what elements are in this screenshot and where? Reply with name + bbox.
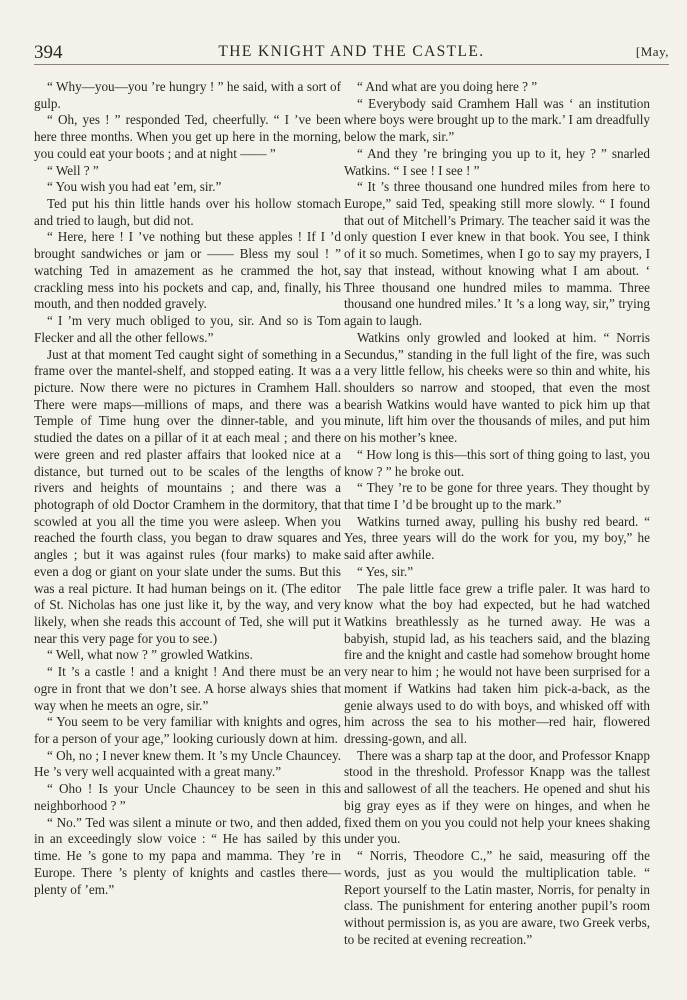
paragraph: “ Yes, sir.” [357, 563, 414, 579]
paragraph: “ They ’re to be gone for three years. They thought by that time I ’d be brought up to the mark.” [344, 480, 650, 512]
paragraph: The pale little face grew a trifle paler. It was hard to know what the boy had expected, but he had watched Watkins breathlessly as he turned away. He was a babyish, stupid lad, as his teachers said, and the blazing fire and the knight and castle had somehow brought home very near to him ; he would not have been surprised for a moment if Watkins had taken him pick-a-back, as the genie always used to do with boys, and whisked off with him across the sea to his mother—red hair, flowered dressing-gown, and all. [344, 580, 650, 747]
paragraph: “ It ’s a castle ! and a knight ! And there must be an ogre in front that we don’t see. A horse always shies that way when he meets an ogre, sir.” [34, 664, 341, 713]
page-header [34, 42, 669, 65]
paragraph: “ No.” Ted was silent a minute or two, and then added, in an exceedingly slow voice : “ He has sailed by this time. He ’s gone to my papa and mamma. They ’re in Europe. There ’s plenty of knights and castles there—plenty of ’em.” [34, 814, 341, 897]
paragraph: “ Oh, no ; I never knew them. It ’s my Uncle Chauncey. He ’s very well acquainted with a great many.” [34, 747, 341, 780]
paragraph: Watkins only growled and looked at him. “ Norris Secundus,” standing in the full light of the fire, was such a very little fellow, his cheeks were so thin and white, his shoulders so narrow and stooped, that even the most bearish Watkins would have wanted to pick him up that minute, lift him over the thousands of miles, and put him on his mother’s knee. [344, 329, 650, 446]
paragraph: “ Well, what now ? ” growled Watkins. [47, 647, 253, 663]
paragraph: “ Here, here ! I ’ve nothing but these apples ! If I ’d brought sandwiches or jam or —— Bless my soul ! ” watching Ted in amazement as he crammed the hot, crackling mess into his pockets and cap, and, finally, his mouth, and then nodded gravely. [34, 229, 341, 312]
paragraph: “ Well ? ” [47, 162, 99, 178]
paragraph: “ You wish you had eat ’em, sir.” [47, 179, 222, 195]
paragraph: “ You seem to be very familiar with knights and ogres, for a person of your age,” looking curiously down at him. [34, 714, 341, 747]
paragraph: “ How long is this—this sort of thing going to last, you know ? ” he broke out. [344, 446, 650, 479]
left-column [34, 79, 341, 898]
paragraph: “ It ’s three thousand one hundred miles from here to Europe,” said Ted, speaking still more slowly. “ I found that out of Mitchell’s Primary. The teacher said it was the only question I ever knew in that book. You see, I think of it so much. Sometimes, when I go to say my prayers, I say that instead, without knowing what I am about. ‘ Three thousand one hundred miles to mamma. Three thousand one hundred miles.’ It ’s a long way, sir,” trying again to laugh. [344, 179, 650, 329]
paragraph: “ And what are you doing here ? ” [357, 79, 538, 94]
paragraph: Watkins turned away, pulling his bushy red beard. “ Yes, three years will do the work for you, my boy,” he said after awhile. [344, 513, 650, 563]
paragraph: “ I ’m very much obliged to you, sir. And so is Tom Flecker and all the other fellows.” [34, 313, 341, 345]
right-column [344, 79, 650, 948]
running-title: THE KNIGHT AND THE CASTLE. [218, 43, 485, 60]
paragraph: Ted put his thin little hands over his hollow stomach and tried to laugh, but did not. [34, 196, 341, 228]
page-number: 394 [34, 42, 63, 63]
paragraph: “ Why—you—you ’re hungry ! ” he said, with a sort of gulp. [34, 79, 341, 111]
paragraph: “ Norris, Theodore C.,” he said, measuring off the words, just as you would the multiplication table. “ Report yourself to the Latin master, Norris, for penalty in class. The punishment for entering another pupil’s room without permission is, as you are aware, two Greek verbs, to be recited at evening recreation.” [344, 848, 650, 947]
paragraph: Just at that moment Ted caught sight of something in a frame over the mantel-shelf, and stopped eating. It was a picture. Now there were no pictures in Cramhem Hall. There were maps—millions of maps, and there was a Temple of Time hung over the dinner-table, and you studied the dates on a pillar of it at each meal ; and there were green and red plaster affairs that looked nice at a distance, but turned out to be scales of the lengths of rivers and heights of mountains ; and there was a photograph of old Doctor Cramhem in the dormitory, that scowled at you all the time you were asleep. When you reached the fourth class, you began to draw squares and angles ; but it was against rules (four marks) to make even a dog or giant on your slate under the sums. But this was a real picture. It had human beings on it. (The editor of St. Nicholas has one just like it, by the way, and very likely, when she reads this account of Ted, she will put it near this very page for you to see.) [34, 346, 341, 646]
issue-month: [May, [635, 44, 669, 59]
paragraph: “ And they ’re bringing you up to it, hey ? ” snarled Watkins. “ I see ! I see ! ” [344, 145, 650, 178]
paragraph: “ Everybody said Cramhem Hall was ‘ an institution where boys were brought up to the mark.’ I am dreadfully below the mark, sir.” [344, 95, 650, 145]
paragraph: “ Oh, yes ! ” responded Ted, cheerfully. “ I ’ve been here three months. When you get up here in the morning, you could eat your boots ; and at night —— ” [34, 112, 341, 161]
paragraph: There was a sharp tap at the door, and Professor Knapp stood in the threshold. Professor Knapp was the tallest and sallowest of all the teachers. He opened and shut his big gray eyes as if they were on hinges, and when he fixed them on you you could not help your knees shaking under you. [344, 747, 650, 847]
paragraph: “ Oho ! Is your Uncle Chauncey to be seen in this neighborhood ? ” [34, 781, 341, 813]
